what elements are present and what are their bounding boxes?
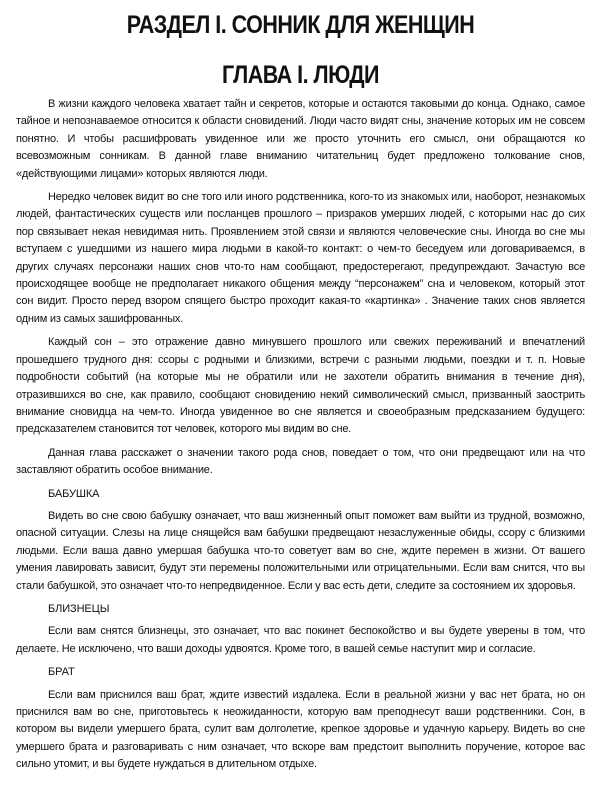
entry-heading-brat: БРАТ [48,666,75,679]
entry-text-babushka: Видеть во сне свою бабушку означает, что ваш жизненный опыт поможет вам выйти из трудной, возможно, опасной ситуации. Слезы на лице снящейся вам бабушки предвещают незаслуженные обиды, ссору с близкими людьми. Если ваша давно умершая бабушка что-то советует вам во сне, ждите перемен в жизни. От вашего умения лавировать зависит, будут эти перемены положительными или отрицательными. Если вам снится, что вы стали бабушкой, это означает что-то непредвиденное. Если у вас есть дети, следите за состоянием их здоровья. [16,509,585,592]
section-title: РАЗДЕЛ I. СОННИК ДЛЯ ЖЕНЩИН [126,11,475,39]
entry-text-bliznetsy: Если вам снятся близнецы, это означает, что вас покинет беспокойство и вы будете уверены в том, что делаете. Не исключено, что ваши доходы удвоятся. Кроме того, в вашей семье наступит мир и согласие. [16,625,585,655]
entry-heading-bliznetsy: БЛИЗНЕЦЫ [48,602,110,615]
entry-heading-babushka: БАБУШКА [48,487,100,500]
chapter-title: ГЛАВА I. ЛЮДИ [222,61,379,89]
intro-paragraph: Нередко человек видит во сне того или иного родственника, кого-то из знакомых или, наоборот, незнакомых людей, фантастических существ или посланцев прошлого – призраков умерших людей, с которыми нас до сих пор связывает некая невидимая нить. Проявлением этой связи и являются человеческие сны. Иногда во сне мы вступаем с ушедшими из нашего мира людьми в какой-то контакт: о чем-то беседуем или договариваемся, в других случаях персонажи наших снов что-то нам сообщают, предостерегают, предупреждают. Зачастую все происходящее вообще не предполагает никакого общения между “персонажем” сна и человеком, который этот сон видит. Просто перед взором спящего быстро проходит какая-то «картинка» . Значение таких снов является одним из самых зашифрованных. [16,191,585,325]
intro-paragraph: В жизни каждого человека хватает тайн и секретов, которые и остаются таковыми до конца. Однако, самое тайное и непознаваемое относится к области сновидений. Люди часто видят сны, значение которых им не совсем понятно. И чтобы расшифровать увиденное или же просто уточнить его смысл, они обращаются ко всевозможным сонникам. В данной главе вниманию читательниц будет предложено толкование снов, «действующими лицами» которых являются люди. [16,98,585,180]
intro-paragraph: Данная глава расскажет о значении такого рода снов, поведает о том, что они предвещают или на что заставляют обратить особое внимание. [16,446,585,477]
intro-paragraph: Каждый сон – это отражение давно минувшего прошлого или свежих переживаний и впечатлений прошедшего трудного дня: ссоры с родными и близкими, встречи с разными людьми, поездки и т. п. Новые подробности событий (на которые мы не обратили или не захотели обратить внимания в течение дня), отразившихся во сне, как правило, сообщают сновидению некий символический смысл, призванный заострить внимание сновидца на чем-то. Иногда увиденное во сне является и своеобразным предсказанием будущего: предсказателем становится тот человек, которого мы видим во сне. [16,336,585,436]
entry-text-brat: Если вам приснился ваш брат, ждите известий издалека. Если в реальной жизни у вас нет брата, но он приснился вам во сне, приготовьтесь к неожиданности, которую вам преподнесут ваши родственники. Сон, в котором вы видели умершего брата, сулит вам долголетие, крепкое здоровье и удачную карьеру. Видеть во сне умершего брата и разговаривать с ним означает, что вскоре вам предстоит выполнить поручение, которое вас сильно утомит, и вы будете нуждаться в длительном отдыхе. [16,688,585,771]
